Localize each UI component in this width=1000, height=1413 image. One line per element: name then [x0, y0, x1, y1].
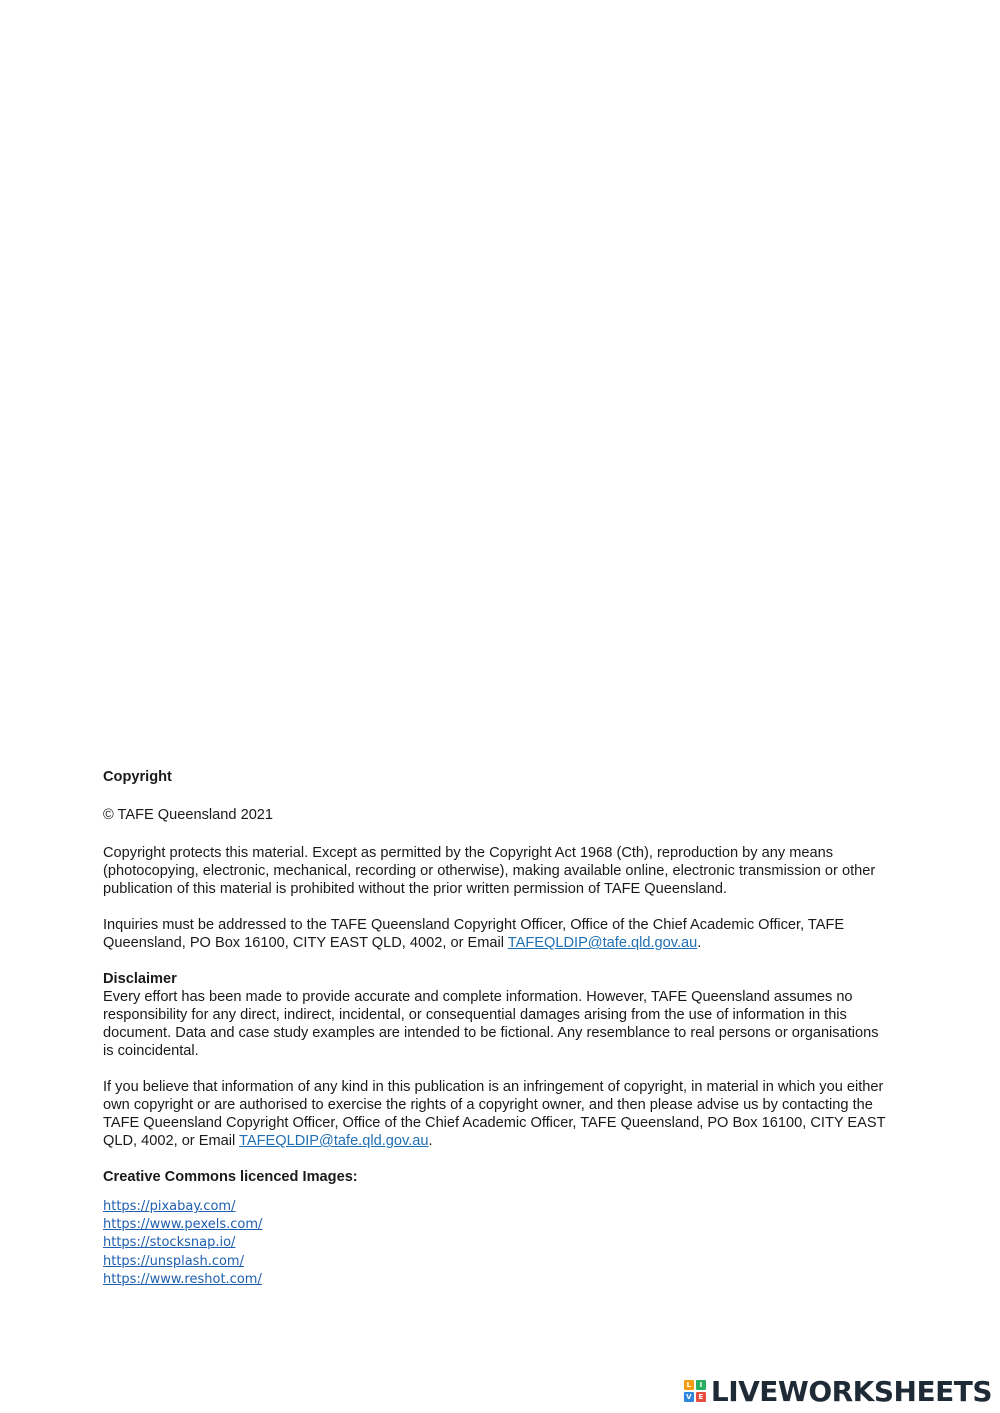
disclaimer-heading: Disclaimer: [103, 971, 177, 987]
inquiries-email-link[interactable]: TAFEQLDIP@tafe.qld.gov.au: [507, 935, 698, 951]
copyright-page-content: [103, 768, 893, 1289]
infringement-text: If you believe that information of any kind in this publication is an infringement of copyright, in material in which you either own copyright or are authorised to exercise the rights of a copyright owner, and then please advise us by contacting the TAFE Queensland Copyright Officer, Office of the Chief Academic Officer, TAFE Queensland, PO Box 16100, CITY EAST QLD, 4002, or Email: [103, 1079, 886, 1149]
infringement-end: .: [428, 1133, 433, 1149]
logo-tile-1: L: [684, 1380, 694, 1390]
link-pexels[interactable]: https://www.pexels.com/: [103, 1217, 263, 1233]
link-unsplash[interactable]: https://unsplash.com/: [103, 1253, 244, 1269]
infringement-email-link[interactable]: TAFEQLDIP@tafe.qld.gov.au: [239, 1133, 429, 1149]
copyright-notice: © TAFE Queensland 2021: [103, 807, 274, 823]
logo-tile-4: E: [696, 1392, 706, 1402]
inquiries-text: Inquiries must be addressed to the TAFE Queensland Copyright Officer, Office of the Chief Academic Officer, TAFE Queensland, PO Box 16100, CITY EAST QLD, 4002, or Email: [103, 917, 845, 951]
inquiries-end: .: [697, 935, 702, 951]
copyright-protection-paragraph: Copyright protects this material. Except as permitted by the Copyright Act 1968 (Cth), reproduction by any means (photocopying, electronic, mechanical, recording or otherwise), making available online, electronic transmission or other publication of this material is prohibited without the prior written permission of TAFE Queensland.: [103, 845, 876, 897]
liveworksheets-logo: [684, 1375, 992, 1407]
copyright-heading: Copyright: [103, 769, 172, 785]
image-source-links: [103, 1198, 893, 1289]
inquiries-paragraph: [103, 916, 893, 952]
link-reshot[interactable]: https://www.reshot.com/: [103, 1271, 262, 1287]
link-stocksnap[interactable]: https://stocksnap.io/: [103, 1235, 236, 1251]
link-pixabay[interactable]: https://pixabay.com/: [103, 1199, 236, 1214]
logo-tile-2: I: [696, 1380, 706, 1390]
liveworksheets-logo-text: LIVEWORKSHEETS: [710, 1374, 992, 1408]
infringement-paragraph: [103, 1078, 893, 1150]
liveworksheets-logo-icon: [684, 1380, 706, 1402]
disclaimer-paragraph: Every effort has been made to provide accurate and complete information. However, TAFE Queensland assumes no responsibility for any direct, indirect, incidental, or consequential damages arising from the use of information in this document. Data and case study examples are intended to be fictional. Any resemblance to real persons or organisations is coincidental.: [103, 989, 879, 1059]
logo-tile-3: V: [684, 1392, 694, 1402]
images-heading: Creative Commons licenced Images:: [103, 1169, 358, 1185]
